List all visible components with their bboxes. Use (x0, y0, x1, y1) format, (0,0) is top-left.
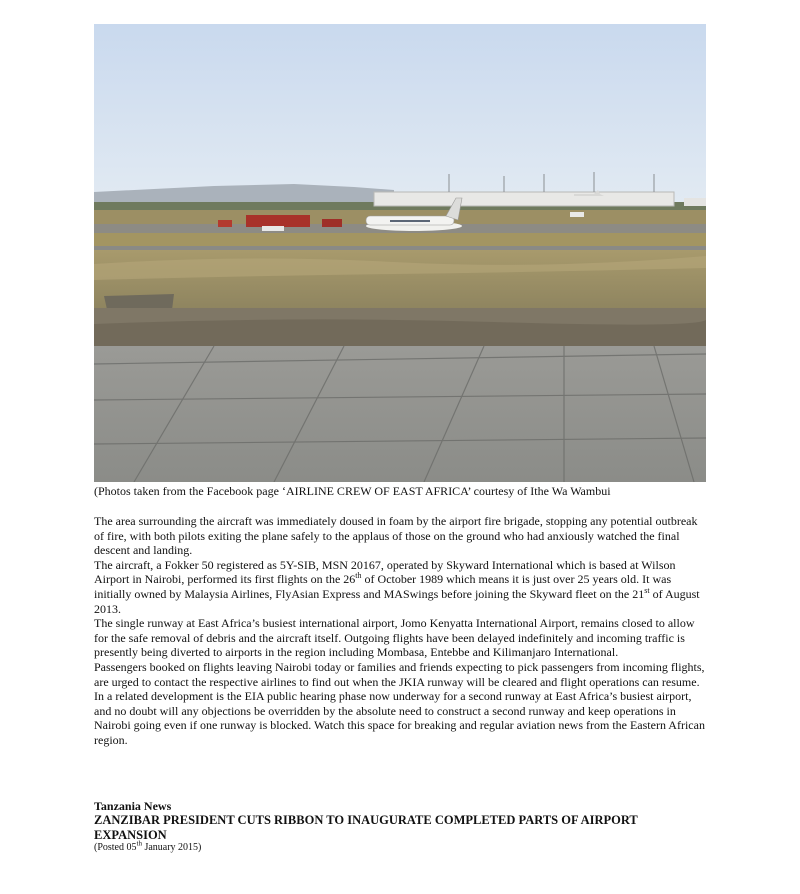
mid-grass (94, 233, 706, 247)
aircraft-sup-th: th (355, 571, 362, 581)
tarmac (94, 346, 706, 482)
airport-photo-drawing (94, 24, 706, 482)
sky (94, 24, 706, 214)
posted-text-a: (Posted 05 (94, 842, 137, 853)
paragraph-passengers: Passengers booked on flights leaving Nairobi today or families and friends expecting to pick passengers from incoming flights, are urged to contact the respective airlines to find out when the JKIA runway will be cleared and flight operations can resume. (94, 659, 705, 689)
airport-photo (94, 24, 706, 482)
news-headline: ZANZIBAR PRESIDENT CUTS RIBBON TO INAUGURATE COMPLETED PARTS OF AIRPORT EXPANSION (94, 813, 638, 842)
paragraph-foam: The area surrounding the aircraft was immediately doused in foam by the airport fire brigade, stopping any potential outbreak of fire, with both pilots exiting the plane safely to the applaus of those on the ground who had anxiously watched the final descent and landing. (94, 514, 698, 558)
aircraft-text-a: The aircraft, a Fokker 50 registered as 5Y-SIB, MSN 20167, operated by Skyward International which is based at Wilson Airport in Nairobi, performed its first flights on the 26 (94, 557, 676, 587)
paragraph-aircraft (94, 558, 710, 616)
posted-date (94, 839, 710, 854)
aircraft-text-c: of August 2013. (94, 586, 700, 616)
photo-caption: (Photos taken from the Facebook page ‘AIRLINE CREW OF EAST AFRICA’ courtesy of Ithe Wa Wambui (94, 484, 611, 498)
paragraph-runway: The single runway at East Africa’s busiest international airport, Jomo Kenyatta International Airport, remains closed to allow for the safe removal of debris and the aircraft itself. Outgoing flights have been delayed indefinitely and incoming traffic is presently being diverted to airports in the region including Mombasa, Entebbe and Kilimanjaro International. (94, 616, 695, 660)
taxiway (94, 246, 706, 250)
hangar (684, 198, 706, 206)
posted-sup: th (136, 839, 142, 848)
article-body (94, 514, 710, 748)
terminal-building (374, 192, 674, 206)
section-label: Tanzania News (94, 799, 172, 813)
posted-text-b: January 2015) (141, 842, 202, 853)
foreground-field (94, 250, 706, 308)
service-vehicle (570, 212, 584, 217)
tanzania-news-section (94, 799, 710, 854)
aircraft-text-b: of October 1989 which means it is just over 25 years old. It was initially owned by Malaysia Airlines, FlyAsian Express and MASwings before joining the Skyward fleet on the 21 (94, 572, 672, 601)
paragraph-eia: In a related development is the EIA public hearing phase now underway for a second runway at East Africa’s busiest airport, and no doubt will any objections be overridden by the absolute need to construct a second runway and keep operations in Nairobi going even if one runway is blocked. Watch this space for breaking and regular aviation news from the Eastern African region. (94, 689, 705, 747)
aircraft-sup-st: st (644, 585, 650, 595)
